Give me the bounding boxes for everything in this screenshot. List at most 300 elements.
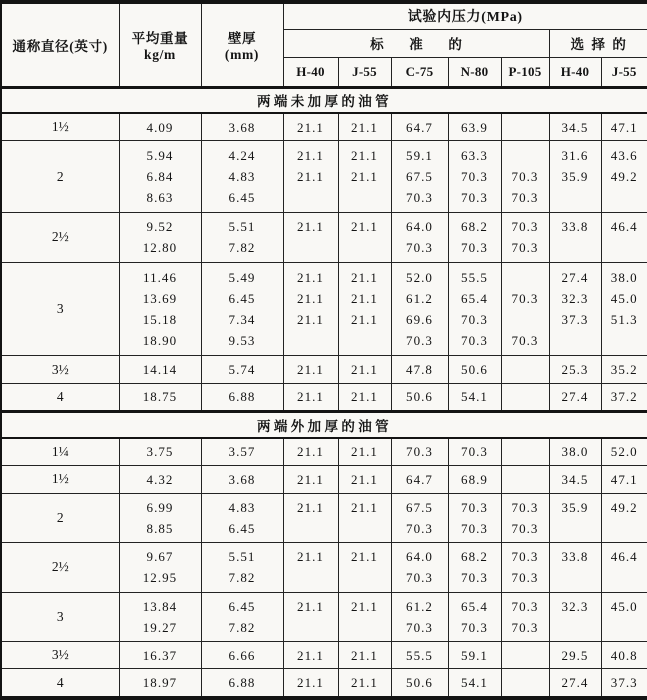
value-line: 21.1 bbox=[351, 471, 378, 487]
value-line: 70.3 bbox=[461, 619, 488, 635]
value-cell bbox=[448, 592, 501, 642]
value-cell bbox=[201, 383, 283, 411]
value-cell bbox=[119, 262, 201, 356]
value-line: 3.57 bbox=[228, 444, 256, 460]
col-header-grade-j-55: J-55 bbox=[601, 57, 647, 87]
value-cell bbox=[549, 356, 601, 383]
value-line: 70.3 bbox=[511, 219, 539, 235]
value-cell bbox=[391, 669, 448, 698]
table-row bbox=[1, 262, 647, 356]
value-line bbox=[339, 617, 391, 638]
value-line bbox=[502, 145, 549, 166]
value-cell bbox=[549, 213, 601, 263]
value-cell bbox=[601, 141, 647, 213]
value-line: 4.32 bbox=[146, 471, 174, 487]
value-line: 8.85 bbox=[146, 520, 174, 536]
value-line: 38.0 bbox=[610, 269, 638, 285]
value-cell bbox=[119, 543, 201, 593]
value-cell bbox=[501, 383, 549, 411]
value-line: 37.2 bbox=[610, 389, 638, 405]
value-cell bbox=[549, 466, 601, 493]
value-cell bbox=[501, 356, 549, 383]
section-title-row bbox=[1, 412, 647, 438]
value-line: 3.75 bbox=[146, 444, 174, 460]
value-cell bbox=[501, 113, 549, 141]
value-line: 70.3 bbox=[406, 444, 433, 460]
value-line: 14.14 bbox=[142, 362, 178, 378]
diameter-cell: 3 bbox=[1, 592, 119, 642]
value-line: 6.88 bbox=[228, 389, 256, 405]
value-cell bbox=[338, 592, 391, 642]
value-cell bbox=[119, 383, 201, 411]
value-cell bbox=[501, 543, 549, 593]
value-line: 21.1 bbox=[297, 290, 324, 306]
diameter-cell: 2½ bbox=[1, 543, 119, 593]
value-cell bbox=[283, 113, 338, 141]
value-line: 70.3 bbox=[406, 240, 433, 256]
value-line: 13.84 bbox=[142, 598, 178, 614]
value-line: 68.2 bbox=[461, 219, 488, 235]
diameter-cell: 4 bbox=[1, 383, 119, 411]
value-cell bbox=[501, 141, 549, 213]
diameter-cell: 1¼ bbox=[1, 438, 119, 466]
table-row bbox=[1, 356, 647, 383]
value-line: 32.3 bbox=[561, 290, 589, 306]
value-cell bbox=[448, 213, 501, 263]
col-header-grade-h-40: H-40 bbox=[283, 57, 338, 87]
value-cell bbox=[283, 262, 338, 356]
value-cell bbox=[601, 466, 647, 493]
value-line: 61.2 bbox=[406, 598, 433, 614]
value-line: 70.3 bbox=[461, 311, 488, 327]
value-line: 9.67 bbox=[146, 549, 174, 565]
value-line: 4.83 bbox=[228, 169, 256, 185]
value-cell bbox=[119, 438, 201, 466]
value-cell bbox=[448, 113, 501, 141]
value-line bbox=[602, 237, 647, 258]
value-cell bbox=[391, 356, 448, 383]
value-line: 50.6 bbox=[406, 389, 433, 405]
value-line: 3.68 bbox=[228, 471, 256, 487]
value-line: 46.4 bbox=[610, 549, 638, 565]
value-line: 6.45 bbox=[228, 290, 256, 306]
value-line: 55.5 bbox=[406, 647, 433, 663]
value-line: 9.52 bbox=[146, 219, 174, 235]
diameter-cell: 3 bbox=[1, 262, 119, 356]
value-cell bbox=[391, 438, 448, 466]
value-line: 6.84 bbox=[146, 169, 174, 185]
value-cell bbox=[338, 383, 391, 411]
value-cell bbox=[601, 113, 647, 141]
value-line: 15.18 bbox=[142, 311, 178, 327]
value-cell bbox=[338, 493, 391, 543]
value-line: 3.68 bbox=[228, 119, 256, 135]
col-header-grade-c-75: C-75 bbox=[391, 57, 448, 87]
header-row-1 bbox=[1, 2, 647, 29]
value-line bbox=[550, 567, 601, 588]
value-line: 21.1 bbox=[297, 269, 324, 285]
table-row bbox=[1, 592, 647, 642]
value-line: 33.8 bbox=[561, 549, 589, 565]
value-cell bbox=[283, 466, 338, 493]
value-line: 52.0 bbox=[610, 444, 638, 460]
col-header-standard: 标准的 bbox=[283, 29, 549, 57]
value-cell bbox=[201, 438, 283, 466]
value-cell bbox=[119, 213, 201, 263]
value-line: 35.9 bbox=[561, 499, 589, 515]
value-cell bbox=[119, 493, 201, 543]
value-line: 70.3 bbox=[511, 290, 539, 306]
value-line: 27.4 bbox=[561, 269, 589, 285]
value-line: 67.5 bbox=[406, 169, 433, 185]
value-line: 7.34 bbox=[228, 311, 256, 327]
value-line: 68.9 bbox=[461, 471, 488, 487]
value-line: 54.1 bbox=[461, 675, 488, 691]
value-line: 21.1 bbox=[351, 389, 378, 405]
value-cell bbox=[601, 262, 647, 356]
value-cell bbox=[283, 213, 338, 263]
value-cell bbox=[448, 493, 501, 543]
value-line: 63.3 bbox=[461, 148, 488, 164]
value-line bbox=[284, 617, 338, 638]
value-line: 5.94 bbox=[146, 148, 174, 164]
col-header-wall bbox=[201, 2, 283, 87]
value-line: 70.3 bbox=[406, 619, 433, 635]
value-line: 70.3 bbox=[511, 570, 539, 586]
diameter-cell: 2½ bbox=[1, 213, 119, 263]
value-line: 59.1 bbox=[461, 647, 488, 663]
value-cell bbox=[501, 262, 549, 356]
value-line: 31.6 bbox=[561, 148, 589, 164]
value-line: 21.1 bbox=[351, 311, 378, 327]
diameter-cell: 3½ bbox=[1, 356, 119, 383]
value-cell bbox=[601, 383, 647, 411]
col-header-selected: 选择的 bbox=[549, 29, 647, 57]
value-cell bbox=[283, 592, 338, 642]
value-cell bbox=[201, 493, 283, 543]
value-cell bbox=[549, 543, 601, 593]
value-line bbox=[284, 237, 338, 258]
value-line bbox=[602, 567, 647, 588]
value-line: 70.3 bbox=[406, 190, 433, 206]
value-line: 27.4 bbox=[561, 389, 589, 405]
value-cell bbox=[391, 113, 448, 141]
value-cell bbox=[601, 213, 647, 263]
value-cell bbox=[501, 642, 549, 669]
diameter-cell: 1½ bbox=[1, 466, 119, 493]
table-row bbox=[1, 642, 647, 669]
value-cell bbox=[448, 438, 501, 466]
value-line: 5.51 bbox=[228, 549, 256, 565]
value-line bbox=[502, 386, 549, 407]
value-cell bbox=[391, 262, 448, 356]
table-row bbox=[1, 669, 647, 698]
col-header-weight-line1: 平均重量 bbox=[131, 30, 189, 46]
value-line: 21.1 bbox=[351, 119, 378, 135]
value-line bbox=[602, 330, 647, 351]
table-row bbox=[1, 213, 647, 263]
value-line: 49.2 bbox=[610, 169, 638, 185]
value-line: 21.1 bbox=[297, 444, 324, 460]
value-line bbox=[502, 117, 549, 138]
value-line: 13.69 bbox=[142, 290, 178, 306]
value-line: 21.1 bbox=[351, 647, 378, 663]
value-line bbox=[339, 330, 391, 351]
value-cell bbox=[501, 669, 549, 698]
value-line: 34.5 bbox=[561, 119, 589, 135]
value-cell bbox=[391, 383, 448, 411]
value-line: 65.4 bbox=[461, 598, 488, 614]
value-line: 6.66 bbox=[228, 647, 256, 663]
value-line: 18.90 bbox=[142, 332, 178, 348]
value-line: 55.5 bbox=[461, 269, 488, 285]
value-cell bbox=[119, 592, 201, 642]
value-line bbox=[284, 330, 338, 351]
value-line: 70.3 bbox=[511, 598, 539, 614]
value-line bbox=[502, 359, 549, 380]
value-cell bbox=[201, 543, 283, 593]
value-line: 64.0 bbox=[406, 549, 433, 565]
value-line: 70.3 bbox=[511, 332, 539, 348]
value-line: 6.88 bbox=[228, 675, 256, 691]
value-line: 21.1 bbox=[297, 219, 324, 235]
col-header-diameter: 通称直径(英寸) bbox=[1, 2, 119, 87]
value-line: 7.82 bbox=[228, 570, 256, 586]
value-line: 67.5 bbox=[406, 499, 433, 515]
value-cell bbox=[201, 592, 283, 642]
value-line bbox=[502, 267, 549, 288]
value-line: 35.2 bbox=[610, 362, 638, 378]
value-line: 6.45 bbox=[228, 520, 256, 536]
value-cell bbox=[549, 383, 601, 411]
value-line: 12.80 bbox=[142, 240, 178, 256]
table-row bbox=[1, 493, 647, 543]
value-line: 47.1 bbox=[610, 471, 638, 487]
col-header-grade-h-40: H-40 bbox=[549, 57, 601, 87]
value-line: 70.3 bbox=[406, 570, 433, 586]
value-cell bbox=[338, 262, 391, 356]
value-line: 21.1 bbox=[351, 148, 378, 164]
value-line: 4.09 bbox=[146, 119, 174, 135]
table-body bbox=[1, 87, 647, 698]
value-cell bbox=[501, 213, 549, 263]
value-cell bbox=[338, 642, 391, 669]
value-line: 16.37 bbox=[142, 647, 178, 663]
value-line: 6.45 bbox=[228, 598, 256, 614]
value-line bbox=[550, 617, 601, 638]
value-line: 21.1 bbox=[297, 471, 324, 487]
value-cell bbox=[283, 642, 338, 669]
value-cell bbox=[549, 592, 601, 642]
value-cell bbox=[119, 466, 201, 493]
diameter-cell: 1½ bbox=[1, 113, 119, 141]
col-header-wall-line2: (mm) bbox=[224, 46, 260, 62]
value-cell bbox=[283, 356, 338, 383]
value-line: 6.99 bbox=[146, 499, 174, 515]
value-line: 64.7 bbox=[406, 471, 433, 487]
value-cell bbox=[338, 438, 391, 466]
value-cell bbox=[338, 356, 391, 383]
table-row bbox=[1, 438, 647, 466]
value-cell bbox=[391, 642, 448, 669]
value-line: 45.0 bbox=[610, 290, 638, 306]
value-line: 21.1 bbox=[297, 362, 324, 378]
value-line: 21.1 bbox=[297, 549, 324, 565]
value-line: 34.5 bbox=[561, 471, 589, 487]
value-cell bbox=[201, 141, 283, 213]
table-header bbox=[1, 2, 647, 87]
value-line: 63.9 bbox=[461, 119, 488, 135]
value-line: 37.3 bbox=[610, 675, 638, 691]
value-line bbox=[602, 187, 647, 208]
diameter-cell: 2 bbox=[1, 141, 119, 213]
value-cell bbox=[601, 543, 647, 593]
value-cell bbox=[448, 141, 501, 213]
value-cell bbox=[283, 669, 338, 698]
section-title: 两端未加厚的油管 bbox=[1, 87, 647, 113]
diameter-cell: 2 bbox=[1, 493, 119, 543]
value-line: 6.45 bbox=[228, 190, 256, 206]
value-line bbox=[502, 469, 549, 490]
value-line: 18.97 bbox=[142, 675, 178, 691]
value-line: 7.82 bbox=[228, 240, 256, 256]
value-line: 21.1 bbox=[297, 169, 324, 185]
value-line: 21.1 bbox=[351, 499, 378, 515]
value-line: 33.8 bbox=[561, 219, 589, 235]
value-line: 52.0 bbox=[406, 269, 433, 285]
value-cell bbox=[338, 466, 391, 493]
value-line: 59.1 bbox=[406, 148, 433, 164]
value-line: 12.95 bbox=[142, 570, 178, 586]
value-cell bbox=[391, 213, 448, 263]
value-line: 29.5 bbox=[561, 647, 589, 663]
col-header-wall-line1: 壁厚 bbox=[227, 30, 257, 46]
value-cell bbox=[119, 113, 201, 141]
value-line: 4.83 bbox=[228, 499, 256, 515]
value-line: 21.1 bbox=[297, 148, 324, 164]
value-cell bbox=[391, 543, 448, 593]
value-cell bbox=[448, 669, 501, 698]
value-cell bbox=[601, 438, 647, 466]
value-line bbox=[339, 567, 391, 588]
value-cell bbox=[338, 141, 391, 213]
value-cell bbox=[283, 493, 338, 543]
value-cell bbox=[549, 642, 601, 669]
value-line: 70.3 bbox=[461, 332, 488, 348]
value-cell bbox=[201, 356, 283, 383]
value-cell bbox=[601, 493, 647, 543]
value-line: 32.3 bbox=[561, 598, 589, 614]
diameter-cell: 4 bbox=[1, 669, 119, 698]
value-line: 21.1 bbox=[351, 444, 378, 460]
value-cell bbox=[201, 262, 283, 356]
value-cell bbox=[201, 113, 283, 141]
value-cell bbox=[119, 642, 201, 669]
col-header-grade-n-80: N-80 bbox=[448, 57, 501, 87]
value-line: 21.1 bbox=[297, 647, 324, 663]
value-cell bbox=[201, 213, 283, 263]
col-header-weight bbox=[119, 2, 201, 87]
value-line bbox=[284, 187, 338, 208]
value-line: 70.3 bbox=[461, 499, 488, 515]
value-cell bbox=[549, 262, 601, 356]
value-cell bbox=[501, 493, 549, 543]
value-line: 27.4 bbox=[561, 675, 589, 691]
value-line: 21.1 bbox=[297, 389, 324, 405]
value-line: 70.3 bbox=[461, 444, 488, 460]
value-cell bbox=[601, 642, 647, 669]
value-line: 61.2 bbox=[406, 290, 433, 306]
value-cell bbox=[448, 642, 501, 669]
value-line: 21.1 bbox=[297, 675, 324, 691]
value-cell bbox=[391, 141, 448, 213]
value-line: 70.3 bbox=[406, 332, 433, 348]
value-line: 5.74 bbox=[228, 362, 256, 378]
value-cell bbox=[601, 669, 647, 698]
value-cell bbox=[448, 543, 501, 593]
value-cell bbox=[119, 356, 201, 383]
value-line: 69.6 bbox=[406, 311, 433, 327]
value-cell bbox=[448, 466, 501, 493]
value-line: 70.3 bbox=[461, 240, 488, 256]
value-line bbox=[339, 187, 391, 208]
value-line: 47.8 bbox=[406, 362, 433, 378]
value-cell bbox=[448, 262, 501, 356]
value-line: 70.3 bbox=[461, 520, 488, 536]
value-line: 70.3 bbox=[511, 240, 539, 256]
value-line bbox=[550, 330, 601, 351]
value-line bbox=[502, 309, 549, 330]
value-cell bbox=[119, 141, 201, 213]
value-line: 18.75 bbox=[142, 389, 178, 405]
value-line: 7.82 bbox=[228, 619, 256, 635]
col-header-test-pressure: 试验内压力(MPa) bbox=[283, 2, 647, 29]
value-line: 25.3 bbox=[561, 362, 589, 378]
value-cell bbox=[549, 493, 601, 543]
value-cell bbox=[338, 543, 391, 593]
value-line: 70.3 bbox=[511, 169, 539, 185]
value-line: 9.53 bbox=[228, 332, 256, 348]
value-line: 70.3 bbox=[461, 169, 488, 185]
value-line bbox=[339, 237, 391, 258]
value-cell bbox=[338, 213, 391, 263]
value-line: 70.3 bbox=[511, 520, 539, 536]
value-cell bbox=[448, 383, 501, 411]
value-line bbox=[602, 617, 647, 638]
value-cell bbox=[549, 438, 601, 466]
value-line bbox=[550, 237, 601, 258]
value-line: 49.2 bbox=[610, 499, 638, 515]
value-line bbox=[284, 518, 338, 539]
value-cell bbox=[391, 592, 448, 642]
col-header-grade-p-105: P-105 bbox=[501, 57, 549, 87]
value-line: 8.63 bbox=[146, 190, 174, 206]
value-line: 21.1 bbox=[351, 598, 378, 614]
value-line: 46.4 bbox=[610, 219, 638, 235]
value-line bbox=[502, 672, 549, 693]
value-cell bbox=[201, 669, 283, 698]
value-line bbox=[339, 518, 391, 539]
value-cell bbox=[201, 642, 283, 669]
value-line: 5.51 bbox=[228, 219, 256, 235]
value-line: 50.6 bbox=[406, 675, 433, 691]
value-cell bbox=[601, 592, 647, 642]
value-line: 40.8 bbox=[610, 647, 638, 663]
value-cell bbox=[338, 113, 391, 141]
value-line: 21.1 bbox=[351, 290, 378, 306]
value-cell bbox=[601, 356, 647, 383]
value-line: 51.3 bbox=[610, 311, 638, 327]
